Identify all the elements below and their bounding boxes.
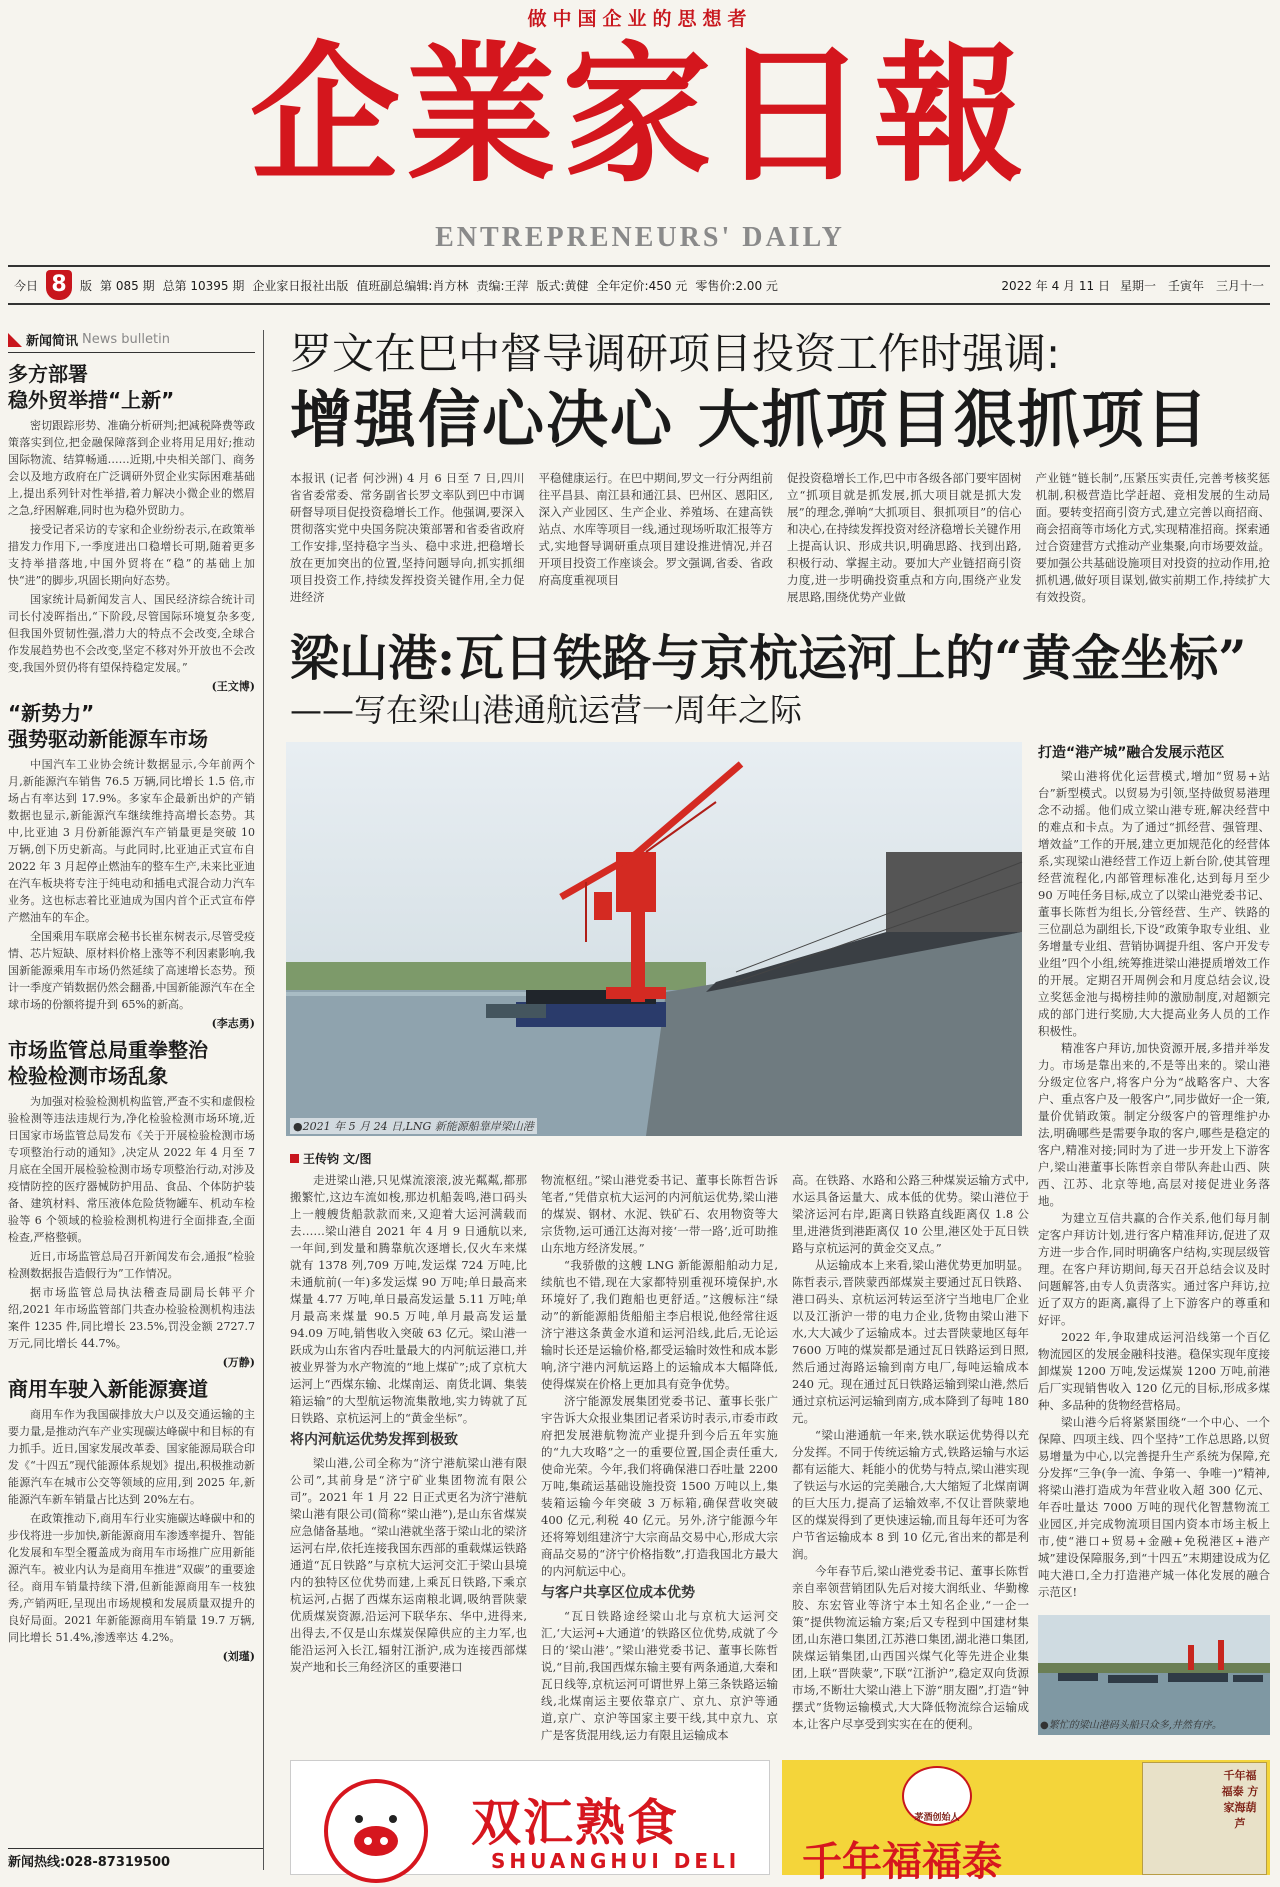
layout-editor: 版式:黄健: [536, 278, 589, 293]
brief-byline: (王文博): [211, 680, 255, 693]
lead-column: 本报讯 (记者 何沙洲) 4 月 6 日至 7 日,四川省省委常委、常务副省长罗文率队到巴中市调研督导项目促投资稳增长工作。他强调,要深入贯彻落实党中央国务院决策部署和省委省政府工作安排,坚持稳字当头、稳中求进,把稳增长放在更加突出的位置,坚持问题导向,抓实抓细项目投资工作,持续发挥投资关键作用,全力促进经济: [290, 471, 525, 604]
brief-article: [8, 700, 255, 1031]
brief-article: [8, 1037, 255, 1370]
ad-logo-label: 茅酒创始人: [914, 1813, 960, 1823]
pages-unit: 版: [80, 278, 93, 293]
duty-editor: 责编:王萍: [476, 278, 529, 293]
feature-subheading: 与客户共享区位成本优势: [541, 1585, 695, 1601]
ad-slogan: 千年福福泰: [802, 1839, 1002, 1885]
brief-article: [8, 361, 255, 694]
ad-brand-english: SHUANGHUI DELI: [491, 1849, 741, 1873]
news-bulletin-column: [8, 330, 264, 1870]
today-label: 今日: [14, 278, 39, 293]
weekday: 星期一: [1119, 278, 1156, 293]
brief-title[interactable]: 多方部署 稳外贸举措“上新”: [8, 362, 175, 412]
feature-paragraph: 从运输成本上来看,梁山港优势更加明显。陈哲表示,晋陕蒙西部煤炭主要通过瓦日铁路、港口码头、京杭运河转运至济宁当地电厂企业以及江浙沪一带的电力企业,货物由梁山港下水,大大减少了运输成本。过去晋陕蒙地区每年 7600 万吨的煤炭都是通过瓦日铁路运到日照,然后通过海路运输到南方电厂,每吨运输成本 240 元。现在通过瓦日铁路运输到梁山港,然后通过京杭运河运输到南方,成本降到了每吨 180 元。: [792, 1258, 1029, 1425]
lead-column: 产业链“链长制”,压紧压实责任,完善考核奖惩机制,积极营造比学赶超、竞相发展的生动局面。要转变招商引资方式,建立完善以商招商、商会招商等市场化方式,实现精准招商。探索通过合资建营方式推动产业集聚,向市场要效益。要加强公共基础设施项目对投资的拉动作用,抢抓机遇,做好项目谋划,做实前期工作,持续扩大有效投资。: [1035, 471, 1270, 604]
section-title: 新闻简讯: [26, 334, 79, 349]
section-title-en: News bulletin: [82, 332, 170, 347]
ad-brand-name: 双汇熟食: [471, 1794, 679, 1852]
brief-paragraph: 商用车作为我国碳排放大户以及交通运输的主要力量,是推动汽车产业实现碳达峰碳中和目标的有力抓手。近日,国家发展改革委、国家能源局联合印发《“十四五”现代能源体系规划》提出,积极推动新能源汽车在城市公交等领域的应用,到 2025 年,新能源汽车新车销量占比达到 20%左右。: [8, 1408, 255, 1506]
feature-subheading: 打造“港产城”融合发展示范区: [1038, 745, 1225, 761]
brief-title[interactable]: “新势力” 强势驱动新能源车市场: [8, 701, 208, 751]
port-crane-illustration: [286, 742, 1022, 1136]
port-photo-caption: ●繁忙的梁山港码头船只众多,井然有序。: [1040, 1720, 1222, 1731]
brief-paragraph: 全国乘用车联席会秘书长崔东树表示,尽管受疫情、芯片短缺、原材料价格上涨等不利因素影响,我国新能源乘用车市场仍然延续了高速增长态势。预计一季度产销数据仍然会翻番,中国新能源汽车在全球市场的份额将提升到 65%的新高。: [8, 930, 255, 1011]
section-triangle-icon: [8, 333, 22, 347]
brief-paragraph: 为加强对检验检测机构监管,严查不实和虚假检验检测等违法违规行为,净化检验检测市场环境,近日国家市场监管总局发布《关于开展检验检测市场专项整治行动的通知》,决定从 2022 年 4 月至 7 月底在全国开展检验检测市场专项整治行动,对涉及疫情防控的医疗器械防护用品、食品、个体防护装备、建筑材料、常压液体危险货物罐车、机动车检验等 6 个领域的检验检测机构进行全面排查,全面检查,严格整顿。: [8, 1095, 255, 1244]
brief-paragraph: 接受记者采访的专家和企业纷纷表示,在政策举措发力作用下,一季度进出口稳增长可期,随着更多支持举措落地,中国外贸将在“稳”的基础上加快“进”的脚步,巩固长期向好态势。: [8, 523, 255, 587]
brief-byline: (刘瑾): [222, 1650, 255, 1663]
issue-info-bar: [8, 265, 1270, 305]
feature-paragraph: 精准客户拜访,加快资源开展,多措并举发力。市场是靠出来的,不是等出来的。梁山港分级定位客户,将客户分为“战略客户、大客户、重点客户及一般客户”,同步做好一企一策,量价优销政策。制定分级客户的管理维护办法,明确哪些是需要争取的客户,哪些是稳定的客户,精准对接;同时为了进一步开发上下游客户,梁山港董事长陈哲亲自带队奔赴山西、陕西、江苏、北京等地,高层对接促进业务落地。: [1038, 1041, 1270, 1208]
lunar-date: 三月十一: [1215, 278, 1264, 293]
lunar-year: 壬寅年: [1167, 278, 1204, 293]
brief-paragraph: 近日,市场监管总局召开新闻发布会,通报“检验检测数据报告造假行为”工作情况。: [8, 1250, 255, 1280]
feature-paragraph: 高。在铁路、水路和公路三种煤炭运输方式中,水运具备运量大、成本低的优势。梁山港位于梁济运河右岸,距离日铁路直线距离仅 1.8 公里,进港货到港距离仅 10 公里,港区处于瓦日铁路与京杭运河的黄金交叉点。”: [792, 1173, 1029, 1255]
brief-byline: (李志勇): [211, 1017, 255, 1030]
brief-paragraph: 在政策推动下,商用车行业实施碳达峰碳中和的步伐将进一步加快,新能源商用车渗透率提升、智能化发展和车型全覆盖成为商用车市场推广应用新能源汽车。被业内认为是商用车推进“双碳”的重要途径。商用车销量持续下滑,但新能源商用车一枝独秀,产销两旺,呈现出市场规模和发展质量双提升的良好局面。2021 年新能源商用车销量 19.7 万辆,同比增长 51.4%,渗透率达 4.2%。: [8, 1512, 255, 1644]
feature-subheadline: ——写在梁山港通航运营一周年之际: [290, 691, 803, 729]
brief-paragraph: 国家统计局新闻发言人、国民经济综合统计司司长付凌晖指出,“下阶段,尽管国际环境复杂多变,但我国外贸韧性强,潜力大的特点不会改变,全球合作发展趋势也不会改变,坚定不移对外开放也不会改变,我国外贸仍将有望保持稳定发展。”: [8, 593, 255, 674]
port-crane-photo: [286, 742, 1022, 1136]
author-square-icon: [290, 1154, 299, 1163]
masthead-english: ENTREPRENEURS' DAILY: [435, 222, 845, 253]
feature-paragraph: 2022 年,争取建成运河沿线第一个百亿物流园区的发展金融科技港。稳保实现年度接卸煤炭 1200 万吨,发运煤炭 1200 万吨,前港后厂实现销售收入 120 亿元的目标,形成多煤种、多品种的货物经营格局。: [1038, 1330, 1270, 1412]
brief-article: [8, 1376, 255, 1664]
feature-column: [290, 1172, 527, 1732]
retail-price: 零售价:2.00 元: [695, 278, 778, 293]
feature-paragraph: “瓦日铁路途经梁山北与京杭大运河交汇,‘大运河+大通道’的铁路区位优势,成就了今日的‘梁山港’。”梁山港党委书记、董事长陈哲说,“目前,我国西煤东输主要有两条通道,大秦和瓦日线等,京杭运河可谓世界上第三条铁路运输线,北煤南运主要依靠京广、京九、京沪等通道,京广、京沪等国家主要干线,其中京九、京广是客货混用线,运力有限且运输成本: [541, 1609, 778, 1742]
masthead-title: 企業家日報: [249, 27, 1030, 203]
feature-paragraph: “梁山港通航一年来,铁水联运优势得以充分发挥。不同于传统运输方式,铁路运输与水运都有运能大、耗能小的优势与特点,梁山港实现了铁运与水运的完美融合,大大缩短了北煤南调的巨大压力,提高了运输效率,不仅让晋陕蒙地区的煤炭得到了更快速运输,而且每年还可为客户节省运输成本 8 到 10 亿元,省出来的都是利润。: [792, 1428, 1029, 1561]
page-count-badge: 8: [46, 270, 72, 300]
lead-headline[interactable]: 增强信心决心 大抓项目狠抓项目: [290, 383, 1210, 456]
issue-number: 第 085 期: [100, 278, 155, 293]
feature-author: 王传钧 文/图: [290, 1150, 372, 1167]
feature-paragraph: 为建立互信共赢的合作关系,他们每月制定客户拜访计划,进行客户精准拜访,促进了双方进一步合作,同时明确客户结构,实现层级管理。在客户拜访期间,每天召开总结会议及时问题解答,由专人负责落实。通过客户拜访,拉近了双方的距离,赢得了上下游客户的尊重和好评。: [1038, 1211, 1270, 1327]
news-hotline: 新闻热线:028-87319500: [8, 1848, 263, 1870]
annual-price: 全年定价:450 元: [596, 278, 688, 293]
lead-column: 促投资稳增长工作,巴中市各级各部门要牢固树立“抓项目就是抓发展,抓大项目就是抓大发展”的理念,弹响“大抓项目、狠抓项目”的信心和决心,在持续发挥投资对经济稳增长关键作用上提高认识、形成共识,明确思路、找到出路,积极行动、掌握主动。要加大产业链招商引资力度,进一步明确投资重点和方向,围绕产业发展思路,围绕优势产业做: [787, 471, 1022, 604]
feature-column: [792, 1172, 1029, 1732]
ad-box-label: 千年福福泰 方家海葫芦: [1221, 1769, 1259, 1830]
pig-logo-icon: [291, 1761, 461, 1876]
feature-subheading: 将内河航运优势发挥到极致: [290, 1432, 458, 1448]
photo-caption: ●2021 年 5 月 24 日,LNG 新能源船靠岸梁山港: [290, 1118, 537, 1134]
feature-paragraph: 今年春节后,梁山港党委书记、董事长陈哲亲自率领营销团队先后对接大润纸业、华勤橡胶、东宏管业等济宁本土知名企业,“一企一策”提供物流运输方案;后又专程到中国建材集团,山东港口集团,江苏港口集团,湖北港口集团,陕煤运销集团,山西国兴煤气化等先进企业集团,上联“晋陕蒙”,下联“江浙沪”,稳定双向货源市场,不断壮大梁山港上下游“朋友圈”,打造“钟摆式”货物运输模式,大大降低物流综合运输成本,让客户尽享受到实实在在的便利。: [792, 1564, 1029, 1731]
liquor-advert[interactable]: [782, 1760, 1270, 1885]
brief-paragraph: 中国汽车工业协会统计数据显示,今年前两个月,新能源汽车销售 76.5 万辆,同比增长 1.5 倍,市场占有率达到 17.9%。多家车企最新出炉的产销数据也显示,新能源汽车继续维持高增长态势。其中,比亚迪 3 月份新能源汽车产销量更是突破 10 万辆,创下历史新高。与此同时,比亚迪正式宣布自 2022 年 3 月起停止燃油车的整车生产,未来比亚迪在汽车板块将专注于纯电动和插电式混合动力汽车业务。这也标志着比亚迪成为国内首个正式宣布停产燃油车的车企。: [8, 758, 255, 924]
news-bulletin-header: [8, 330, 255, 353]
feature-paragraph: 济宁能源发展集团党委书记、董事长张广宇告诉大众报业集团记者采访时表示,市委市政府把发展港航物流产业提升到今后五年实施的“九大攻略”之一的重要位置,国企责任重大,使命光荣。今年,我们将确保港口吞吐量 2200 万吨,集疏运基础设施投资 1500 万吨以上,集装箱运输今年突破 3 万标箱,确保营收突破 400 亿元,利税 40 亿元。另外,济宁能源今年还将筹划组建济宁大宗商品交易中心,形成大宗商品交易的“济宁价格指数”,打造我国北方最大的内河航运中心。: [541, 1394, 778, 1578]
feature-headline[interactable]: 梁山港:瓦日铁路与京杭运河上的“黄金坐标”: [290, 629, 1247, 687]
total-issue: 总第 10395 期: [162, 278, 245, 293]
feature-column: [541, 1172, 778, 1742]
lead-column: 平稳健康运行。在巴中期间,罗文一行分两组前往平昌县、南江县和通江县、巴州区、恩阳区,深入产业园区、生产企业、养殖场、在建高铁站点、水库等项目一线,通过现场听取汇报等方式,实地督导调研重点项目建设推进情况,并召开项目投资工作座谈会。罗文强调,省委、省政府高度重视项目: [538, 471, 773, 587]
feature-paragraph: 梁山港,公司全称为“济宁港航梁山港有限公司”,其前身是“济宁矿业集团物流有限公司”。2021 年 1 月 22 日正式更名为济宁港航梁山港有限公司(简称“梁山港”),是山东省煤炭应急储备基地。“梁山港就坐落于梁山北的梁济运河右岸,依托连接我国东西部的重载煤运铁路通道“瓦日铁路”与京杭大运河交汇于梁山县境内的独特区位优势而建,上乘瓦日铁路,下乘京杭运河,占据了西煤东运南粮北调,吸纳晋陕蒙优质煤炭资源,沿运河下联华东、华中,进得来,出得去,不仅是山东煤炭保障供应的主力军,也能沿运河入长江,辐射江浙沪,成为连接西部煤炭产地和长三角经济区的重要港口: [290, 1456, 527, 1674]
feature-story-body: [290, 1172, 1030, 1742]
lead-story-body: [290, 470, 1270, 620]
feature-paragraph: 物流枢纽。”梁山港党委书记、董事长陈哲告诉笔者,“凭借京杭大运河的内河航运优势,梁山港的煤炭、钢材、水泥、铁矿石、农用物资等大宗货物,运可通江达海对接‘一带一路’,近可助推山东地方经济发展。”: [541, 1173, 778, 1255]
feature-paragraph: 梁山港将优化运营模式,增加“贸易+站台”新型模式。以贸易为引领,坚持做贸易港理念不动摇。他们成立梁山港专班,解决经营中的难点和卡点。为了通过“抓经营、强管理、增效益”工作的开展,建立更加规范化的经营体系,实现梁山港经营工作迈上新台阶,使其管理经营流程化,内部管理标准化,达到每月至少 90 万吨任务目标,成立了以梁山港党委书记、董事长陈哲为组长,分管经营、生产、铁路的三位副总为副组长,下设“政策争取专业组、业务增量专业组、营销协调提升组、客户开发专业组”四个小组,统筹推进梁山港提质增效工作的开展。定期召开周例会和月度总结会议,设立奖惩金池与揭榜挂帅的激励制度,对超额完成的部门进行奖励,大大提高业务人员的工作积极性。: [1038, 769, 1270, 1038]
issue-date: 2022 年 4 月 11 日: [1001, 278, 1110, 293]
masthead-tagline: 做中国企业的思想者: [527, 8, 753, 30]
brief-paragraph: 密切跟踪形势、准确分析研判;把减税降费等政策落实到位,把金融保障落到企业将用足用好;推动国际物流、结算畅通……近期,中央相关部门、商务会以及地方政府在广泛调研外贸企业实际困难基础上,提出系列针对性举措,着力解决小微企业的燃眉之急,纾困解难,同时也为稳外贸助力。: [8, 419, 255, 517]
lead-kicker[interactable]: 罗文在巴中督导调研项目投资工作时强调:: [290, 329, 1061, 378]
brief-title[interactable]: 商用车驶入新能源赛道: [8, 1377, 208, 1401]
feature-sidebar-column: [1038, 740, 1270, 1600]
feature-paragraph: 走进梁山港,只见煤流滚滚,波光粼粼,都那搬繁忙,这边车流如梭,那边机船轰鸣,港口码头上一艘艘货船款款而来,又迎着大运河满载而去……梁山港自 2021 年 4 月 9 日通航以来,一年间,到发量和腾靠航次逐增长,仅火车来煤就有 1378 列,709 万吨,发运煤 724 万吨,比未通航前(一年)多发运煤 90 万吨;单日最高来煤量 4.77 万吨,单日最高发运量 5.11 万吨;单月最高来煤量 90.5 万吨,单月最高发运量 94.09 万吨,销售收入突破 63 亿元。梁山港一跃成为山东省内吞吐量最大的内河航运港口,并被业界誉为水产物流的“地上煤矿”;成了京杭大运河上“西煤东输、北煤南运、南货北调、集装箱运输”的大型航运物流集散地,实力铸就了瓦日铁路、京杭运河上的“黄金坐标”。: [290, 1173, 527, 1425]
publisher: 企业家日报社出版: [252, 278, 349, 293]
feature-paragraph: “我骄傲的这艘 LNG 新能源船舶动力足,续航也不错,现在大家都特别重视环境保护,水环境好了,我们跑船也更舒适。”这艘标注“绿动”的新能源船货船船主李启根说,他经常往返济宁港这条黄金水道和运河沿线,此后,无论运输时长还是运输价格,都受运输时效性和成本影响,济宁港内河航运路上的运输成本大幅降低,使得煤炭在价格上更加具有竞争优势。: [541, 1258, 778, 1391]
shuanghui-advert[interactable]: [290, 1760, 770, 1875]
brief-byline: (万静): [222, 1356, 255, 1369]
brief-title[interactable]: 市场监管总局重拳整治 检验检测市场乱象: [8, 1038, 208, 1088]
brief-paragraph: 据市场监管总局执法稽查局副局长韩平介绍,2021 年市场监管部门共查办检验检测机构违法案件 1235 件,同比增长 23.5%,罚没金额 2727.7 万元,同比增长 44.7%。: [8, 1286, 255, 1350]
chief-editor: 值班副总编辑:肖方林: [356, 278, 469, 293]
feature-paragraph: 梁山港今后将紧紧围绕“一个中心、一个保障、四项主线、四个坚持”工作总思路,以贸易增量为中心,以完善提升生产系统为保障,充分发挥“三争(争一流、争第一、争唯一)”精神,将梁山港打造成为年营业收入超 300 亿元、年吞吐量达 7000 万吨的现代化智慧物流工业园区,并完成物流项目国内资本市场主板上市,使“港口+贸易+金融+免税港区+港产城”建设保障服务,到“十四五”末期建设成为亿吨大港口,全力打造港产城一体化发展的融合示范区!: [1038, 1415, 1270, 1599]
